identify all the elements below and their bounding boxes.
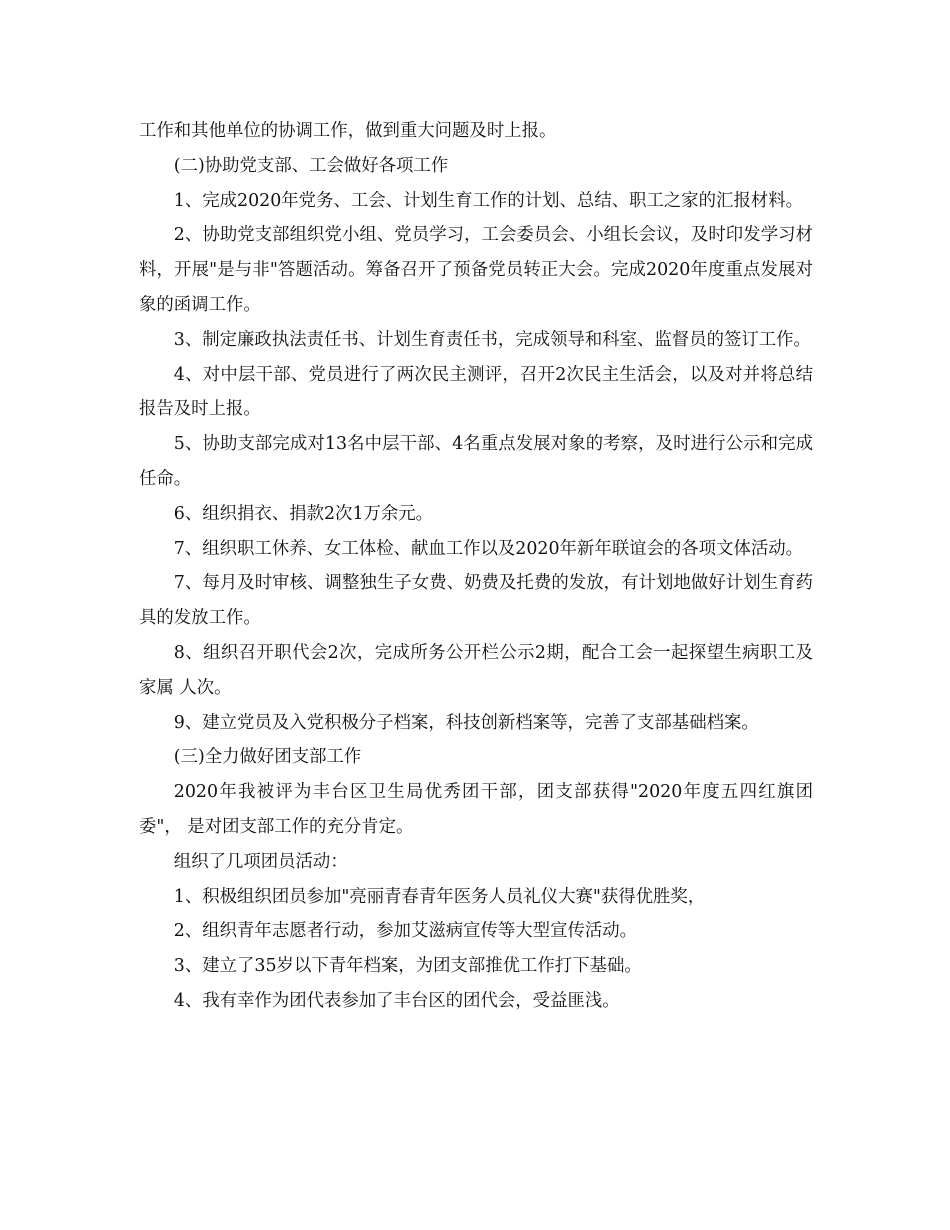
- section-heading-3: (三)全力做好团支部工作: [173, 747, 362, 768]
- list-item: 4、对中层干部、党员进行了两次民主测评，召开2次民主生活会，以及对并将总结报告及时上报。: [139, 364, 813, 420]
- list-item: 1、积极组织团员参加"亮丽青春青年医务人员礼仪大赛"获得优胜奖，: [173, 886, 706, 907]
- list-item: 4、我有幸作为团代表参加了丰台区的团代会，受益匪浅。: [173, 990, 620, 1011]
- list-item: 6、组织捐衣、捐款2次1万余元。: [173, 503, 434, 524]
- list-item: 3、建立了35岁以下青年档案，为团支部推优工作打下基础。: [173, 956, 642, 977]
- list-item: 7、每月及时审核、调整独生子女费、奶费及托费的发放，有计划地做好计划生育药具的发放工作。: [139, 573, 813, 629]
- paragraph: 2020年我被评为丰台区卫生局优秀团干部，团支部获得"2020年度五四红旗团委"， 是对团支部工作的充分肯定。: [139, 782, 813, 837]
- section-heading-2: (二)协助党支部、工会做好各项工作: [173, 155, 449, 176]
- list-item: 3、制定廉政执法责任书、计划生育责任书，完成领导和科室、监督员的签订工作。: [173, 329, 811, 350]
- list-item: 7、组织职工休养、女工体检、献血工作以及2020年新年联谊会的各项文体活动。: [173, 538, 804, 559]
- list-item: 8、组织召开职代会2次，完成所务公开栏公示2期，配合工会一起探望生病职工及家属 人次。: [139, 642, 813, 698]
- list-item: 2、协助党支部组织党小组、党员学习，工会委员会、小组长会议，及时印发学习材料，开展"是与非"答题活动。筹备召开了预备党员转正大会。完成2020年度重点发展对象的函调工作。: [139, 225, 813, 315]
- list-item: 1、完成2020年党务、工会、计划生育工作的计划、总结、职工之家的汇报材料。: [173, 190, 804, 211]
- paragraph-continuation: 工作和其他单位的协调工作，做到重大问题及时上报。: [139, 121, 557, 141]
- list-item: 9、建立党员及入党积极分子档案，科技创新档案等，完善了支部基础档案。: [173, 712, 759, 733]
- paragraph: 组织了几项团员活动：: [173, 851, 348, 872]
- list-item: 5、协助支部完成对13名中层干部、4名重点发展对象的考察，及时进行公示和完成任命。: [139, 434, 813, 489]
- list-item: 2、组织青年志愿者行动，参加艾滋病宣传等大型宣传活动。: [173, 921, 638, 942]
- document-body: [139, 114, 813, 1019]
